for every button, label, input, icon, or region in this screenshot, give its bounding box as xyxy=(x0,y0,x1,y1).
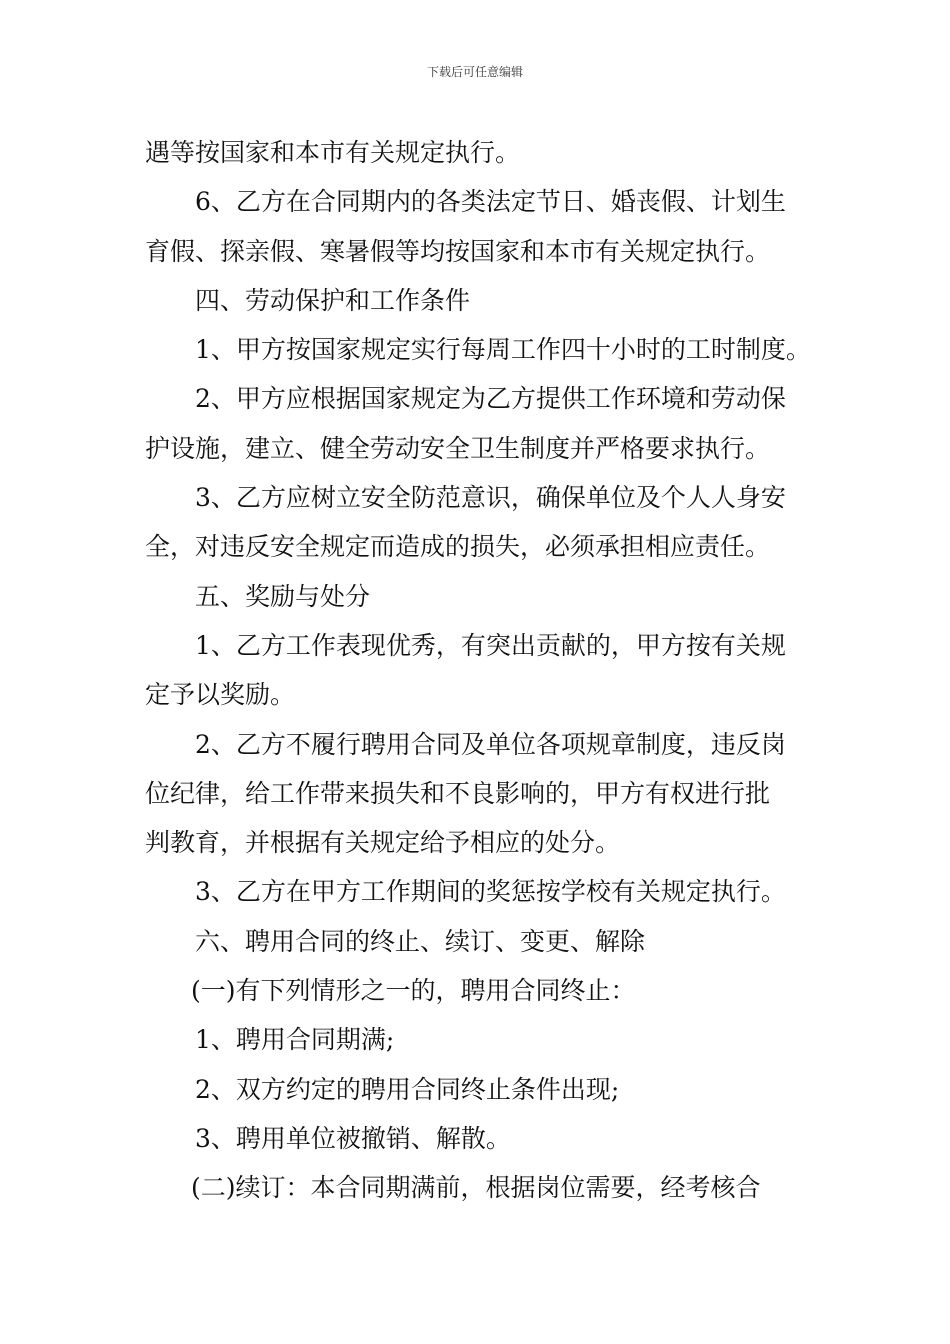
text-line: 1、乙方工作表现优秀，有突出贡献的，甲方按有关规 xyxy=(195,630,786,660)
text-line: 1、甲方按国家规定实行每周工作四十小时的工时制度。 xyxy=(195,335,811,365)
text-line: (二)续订：本合同期满前，根据岗位需要，经考核合 xyxy=(191,1173,761,1203)
text-line: 3、乙方在甲方工作期间的奖惩按学校有关规定执行。 xyxy=(195,877,786,907)
section-heading: 五、奖励与处分 xyxy=(195,581,371,611)
section-heading: 四、劳动保护和工作条件 xyxy=(195,285,471,315)
text-line: 3、聘用单位被撤销、解散。 xyxy=(195,1123,511,1153)
text-line: 2、甲方应根据国家规定为乙方提供工作环境和劳动保 xyxy=(195,384,786,414)
text-line: 位纪律，给工作带来损失和不良影响的，甲方有权进行批 xyxy=(145,778,771,808)
text-line: 1、聘用合同期满; xyxy=(195,1025,395,1055)
text-line: 6、乙方在合同期内的各类法定节日、婚丧假、计划生 xyxy=(195,187,786,217)
page-header: 下载后可任意编辑 xyxy=(426,65,523,79)
text-line: 护设施，建立、健全劳动安全卫生制度并严格要求执行。 xyxy=(145,433,771,463)
text-line: 判教育，并根据有关规定给予相应的处分。 xyxy=(145,828,621,858)
text-line: 全，对违反安全规定而造成的损失，必须承担相应责任。 xyxy=(145,532,771,562)
text-line: 育假、探亲假、寒暑假等均按国家和本市有关规定执行。 xyxy=(145,236,771,266)
text-line: 定予以奖励。 xyxy=(145,680,296,710)
section-heading: 六、聘用合同的终止、续订、变更、解除 xyxy=(195,926,646,956)
text-line: 2、乙方不履行聘用合同及单位各项规章制度，违反岗 xyxy=(195,729,786,759)
text-line: (一)有下列情形之一的，聘用合同终止： xyxy=(191,976,636,1006)
document-body xyxy=(145,128,810,1213)
text-line: 2、双方约定的聘用合同终止条件出现; xyxy=(195,1074,620,1104)
text-line: 3、乙方应树立安全防范意识，确保单位及个人人身安 xyxy=(195,483,786,513)
text-line: 遇等按国家和本市有关规定执行。 xyxy=(145,138,521,167)
